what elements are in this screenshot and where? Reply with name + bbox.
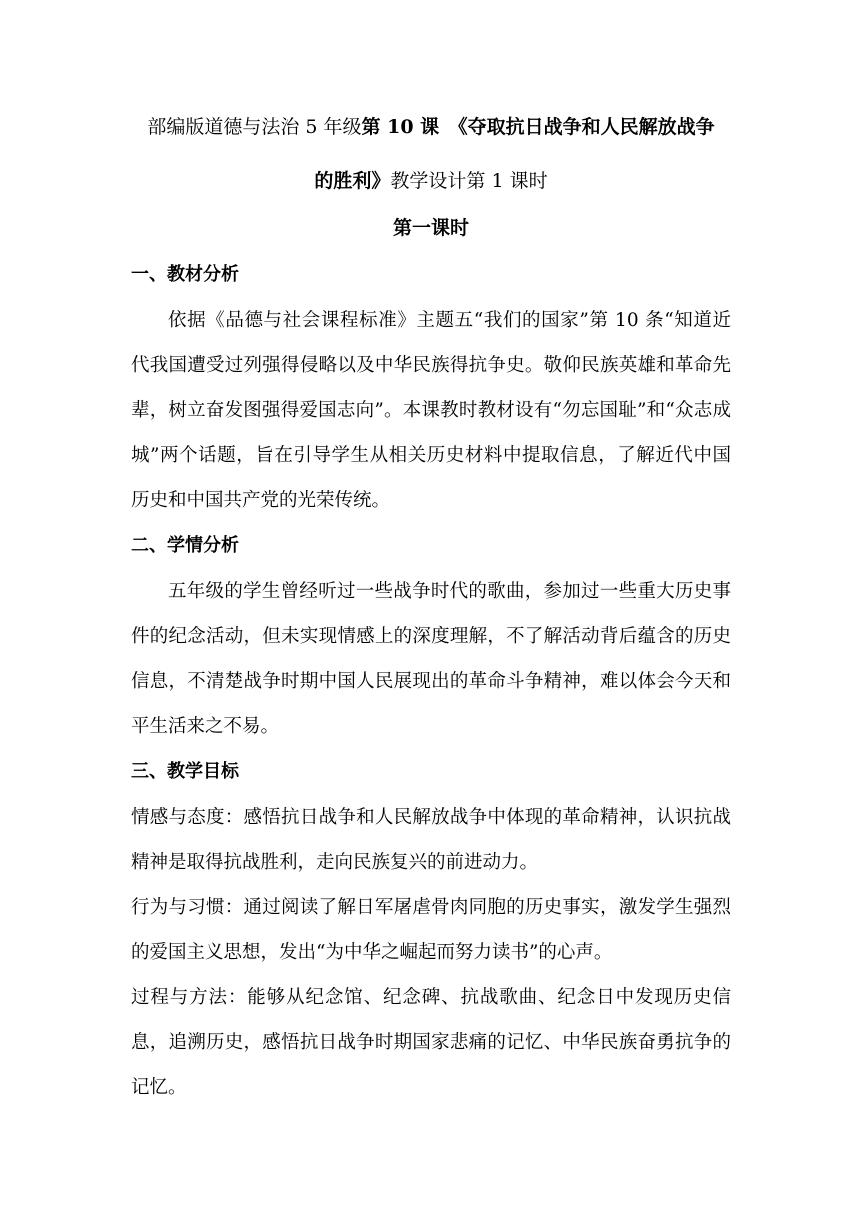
section-heading-material: 一、教材分析	[131, 264, 239, 285]
section-paragraph-students: 五年级的学生曾经听过一些战争时代的歌曲，参加过一些重大历史事件的纪念活动，但未实现情感上的深度理解，不了解活动背后蕴含的历史信息，不清楚战争时期中国人民展现出的革命斗争精神，难以体会今天和平生活来之不易。	[131, 581, 731, 737]
document-subtitle: 第一课时	[392, 217, 469, 239]
section-heading-students: 二、学情分析	[131, 535, 239, 556]
title-part-2: 第 10 课 《夺取抗日战争和人民解放战争	[361, 116, 715, 138]
title-part-4: 教学设计第 1 课时	[390, 170, 548, 192]
title-part-3: 的胜利》	[314, 170, 391, 192]
document-page	[131, 100, 731, 1110]
section-heading-goals: 三、教学目标	[131, 761, 239, 782]
goal-item-process: 过程与方法：能够从纪念馆、纪念碑、抗战歌曲、纪念日中发现历史信息，追溯历史，感悟抗日战争时期国家悲痛的记忆、中华民族奋勇抗争的记忆。	[131, 987, 731, 1098]
title-part-1: 部编版道德与法治 5 年级	[147, 116, 362, 138]
goal-item-behavior: 行为与习惯：通过阅读了解日军屠虐骨肉同胞的历史事实，激发学生强烈的爱国主义思想，发出“为中华之崛起而努力读书”的心声。	[131, 897, 731, 963]
document-title	[131, 100, 731, 208]
section-paragraph-material: 依据《品德与社会课程标准》主题五“我们的国家”第 10 条“知道近代我国遭受过列强得侵略以及中华民族得抗争史。敬仰民族英雄和革命先辈，树立奋发图强得爱国志向”。本课教时教材设有“勿忘国耻”和“众志成城”两个话题，旨在引导学生从相关历史材料中提取信息，了解近代中国历史和中国共产党的光荣传统。	[131, 310, 731, 511]
goal-item-emotion: 情感与态度：感悟抗日战争和人民解放战争中体现的革命精神，认识抗战精神是取得抗战胜利，走向民族复兴的前进动力。	[131, 807, 731, 873]
